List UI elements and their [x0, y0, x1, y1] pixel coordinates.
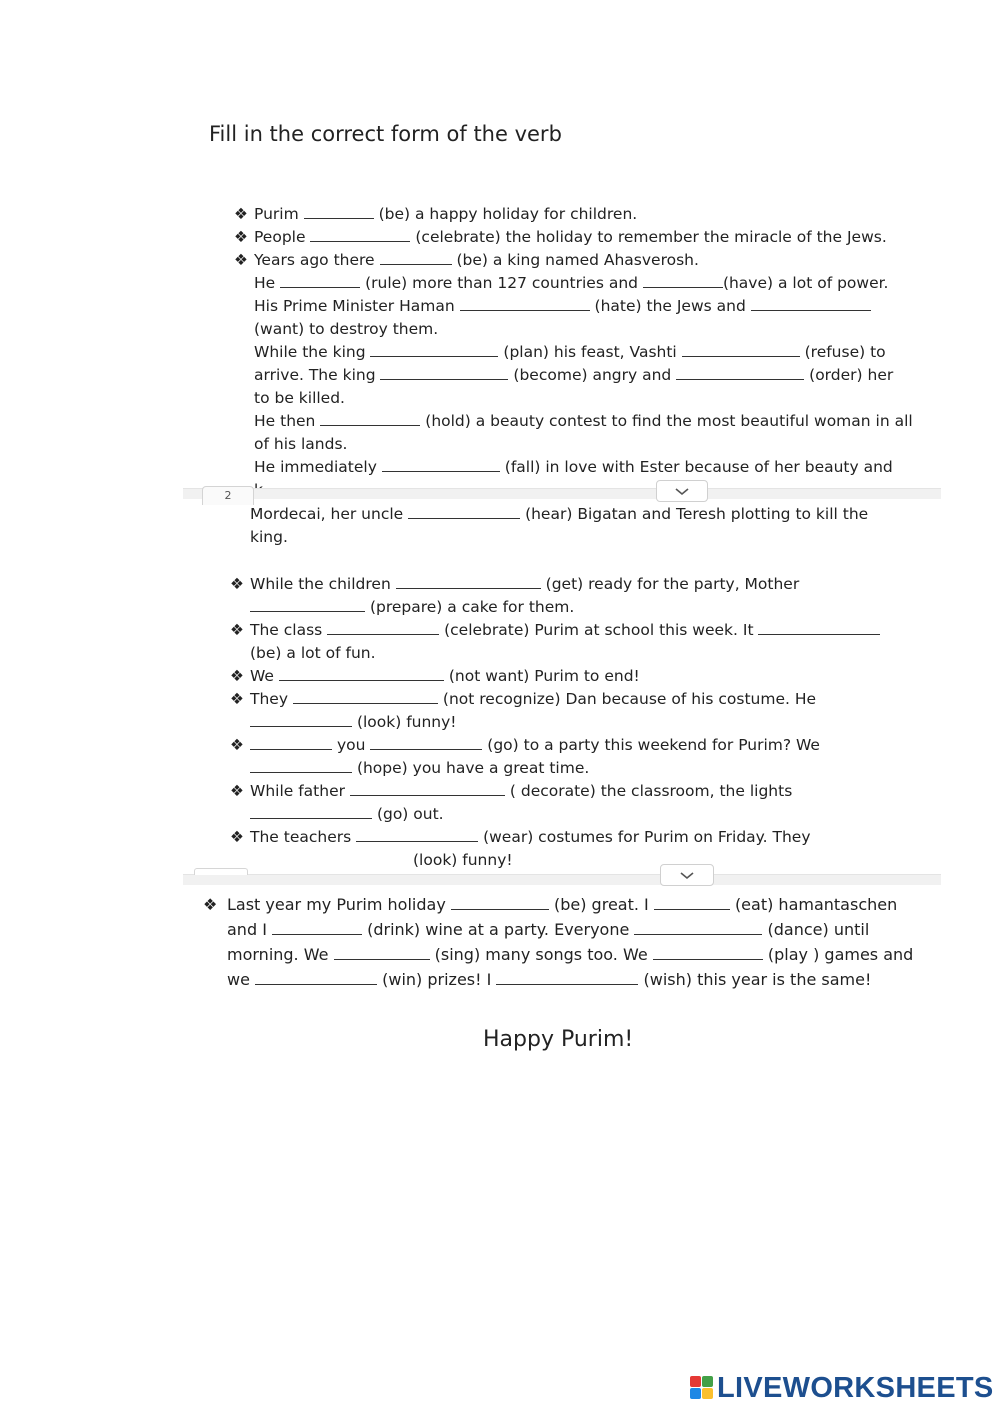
exercise-line: ❖ Years ago there (be) a king named Ahasverosh.: [234, 249, 924, 272]
answer-blank[interactable]: [250, 596, 365, 612]
answer-blank[interactable]: [279, 665, 444, 681]
answer-blank[interactable]: [350, 780, 505, 796]
exercise-line: (want) to destroy them.: [254, 320, 439, 338]
chevron-down-icon[interactable]: [656, 480, 708, 502]
closing-text: Happy Purim!: [483, 1027, 634, 1052]
exercise-line: arrive. The king (become) angry and (order) her: [254, 366, 894, 384]
answer-blank[interactable]: [634, 919, 762, 935]
exercise-line: (prepare) a cake for them.: [230, 596, 920, 619]
answer-blank[interactable]: [408, 503, 520, 519]
exercise-line: He immediately (fall) in love with Ester because of her beauty and: [254, 458, 893, 476]
answer-blank[interactable]: [653, 944, 763, 960]
exercise-line: His Prime Minister Haman (hate) the Jews and: [234, 295, 924, 318]
exercise-line: of his lands.: [254, 435, 348, 453]
exercise-line: ❖ While the children (get) ready for the party, Mother: [230, 573, 920, 596]
worksheet-section-3: [203, 892, 933, 992]
exercise-line: king.: [250, 528, 288, 546]
page-separator: [183, 488, 941, 499]
exercise-line: Mordecai, her uncle (hear) Bigatan and Teresh plotting to kill the: [250, 505, 869, 523]
answer-blank[interactable]: [280, 272, 360, 288]
answer-blank[interactable]: [496, 969, 638, 985]
answer-blank[interactable]: [460, 295, 590, 311]
answer-blank[interactable]: [250, 711, 352, 727]
exercise-line: (go) out.: [230, 803, 920, 826]
exercise-line-cut: (look) funny!: [413, 851, 513, 869]
exercise-line: we (win) prizes! I (wish) this year is the same!: [227, 970, 872, 989]
exercise-line: (look) funny!: [230, 711, 920, 734]
answer-blank[interactable]: [255, 969, 377, 985]
liveworksheets-logo: [690, 1373, 994, 1403]
bullet: ❖: [230, 782, 244, 800]
exercise-line: and I (drink) wine at a party. Everyone (dance) until: [227, 920, 870, 939]
logo-tiles-icon: [690, 1376, 714, 1400]
bullet: ❖: [230, 575, 244, 593]
exercise-line: ❖ People (celebrate) the holiday to remember the miracle of the Jews.: [234, 226, 924, 249]
answer-blank[interactable]: [334, 944, 430, 960]
bullet: ❖: [234, 205, 248, 223]
answer-blank[interactable]: [654, 894, 730, 910]
answer-blank[interactable]: [272, 919, 362, 935]
worksheet-title: Fill in the correct form of the verb: [209, 122, 562, 146]
answer-blank[interactable]: [250, 803, 372, 819]
bullet: ❖: [230, 828, 244, 846]
exercise-line: ❖ Purim (be) a happy holiday for children.: [234, 203, 924, 226]
exercise-line: While the king (plan) his feast, Vashti (refuse) to: [254, 343, 886, 361]
answer-blank[interactable]: [370, 341, 498, 357]
page-tab[interactable]: [194, 868, 248, 875]
exercise-line: (be) a lot of fun.: [250, 644, 376, 662]
answer-blank[interactable]: [327, 619, 439, 635]
bullet: ❖: [230, 667, 244, 685]
bullet: ❖: [230, 690, 244, 708]
exercise-line: ❖ We (not want) Purim to end!: [230, 665, 920, 688]
answer-blank[interactable]: [304, 203, 374, 219]
answer-blank[interactable]: [396, 573, 541, 589]
exercise-line: He (rule) more than 127 countries and (have) a lot of power.: [254, 274, 889, 292]
bullet: ❖: [230, 736, 244, 754]
exercise-line: ❖ They (not recognize) Dan because of his costume. He: [230, 688, 920, 711]
exercise-line: He then (hold) a beauty contest to find the most beautiful woman in all: [254, 412, 913, 430]
page-separator: [183, 874, 941, 885]
bullet: ❖: [234, 251, 248, 269]
exercise-line: (hope) you have a great time.: [230, 757, 920, 780]
answer-blank[interactable]: [293, 688, 438, 704]
bullet: ❖: [230, 621, 244, 639]
answer-blank[interactable]: [250, 734, 332, 750]
answer-blank[interactable]: [451, 894, 549, 910]
exercise-line: ❖ Last year my Purim holiday (be) great. I (eat) hamantaschen: [203, 892, 933, 917]
bullet: ❖: [234, 228, 248, 246]
exercise-line: ❖ The teachers (wear) costumes for Purim on Friday. They: [230, 826, 920, 849]
logo-text: LIVEWORKSHEETS: [717, 1371, 994, 1404]
exercise-line: ❖ While father ( decorate) the classroom, the lights: [230, 780, 920, 803]
spacer: [230, 549, 920, 573]
answer-blank[interactable]: [370, 734, 482, 750]
answer-blank[interactable]: [751, 295, 871, 311]
answer-blank[interactable]: [356, 826, 478, 842]
answer-blank[interactable]: [310, 226, 410, 242]
bullet: ❖: [203, 895, 218, 914]
exercise-line: to be killed.: [254, 389, 345, 407]
worksheet-section-2: [230, 503, 920, 875]
answer-blank[interactable]: [382, 456, 500, 472]
chevron-down-icon[interactable]: [660, 864, 714, 886]
exercise-line: morning. We (sing) many songs too. We (play ) games and: [227, 945, 914, 964]
answer-blank[interactable]: [682, 341, 800, 357]
answer-blank[interactable]: [320, 410, 420, 426]
answer-blank[interactable]: [758, 619, 880, 635]
answer-blank[interactable]: [380, 249, 452, 265]
answer-blank[interactable]: [250, 757, 352, 773]
answer-blank[interactable]: [676, 364, 804, 380]
worksheet-section-1: [234, 203, 924, 489]
exercise-line: ❖ you (go) to a party this weekend for Purim? We: [230, 734, 920, 757]
answer-blank[interactable]: [380, 364, 508, 380]
exercise-line: ❖ The class (celebrate) Purim at school this week. It: [230, 619, 920, 642]
page-tab[interactable]: 2: [202, 486, 254, 505]
answer-blank[interactable]: [643, 272, 723, 288]
